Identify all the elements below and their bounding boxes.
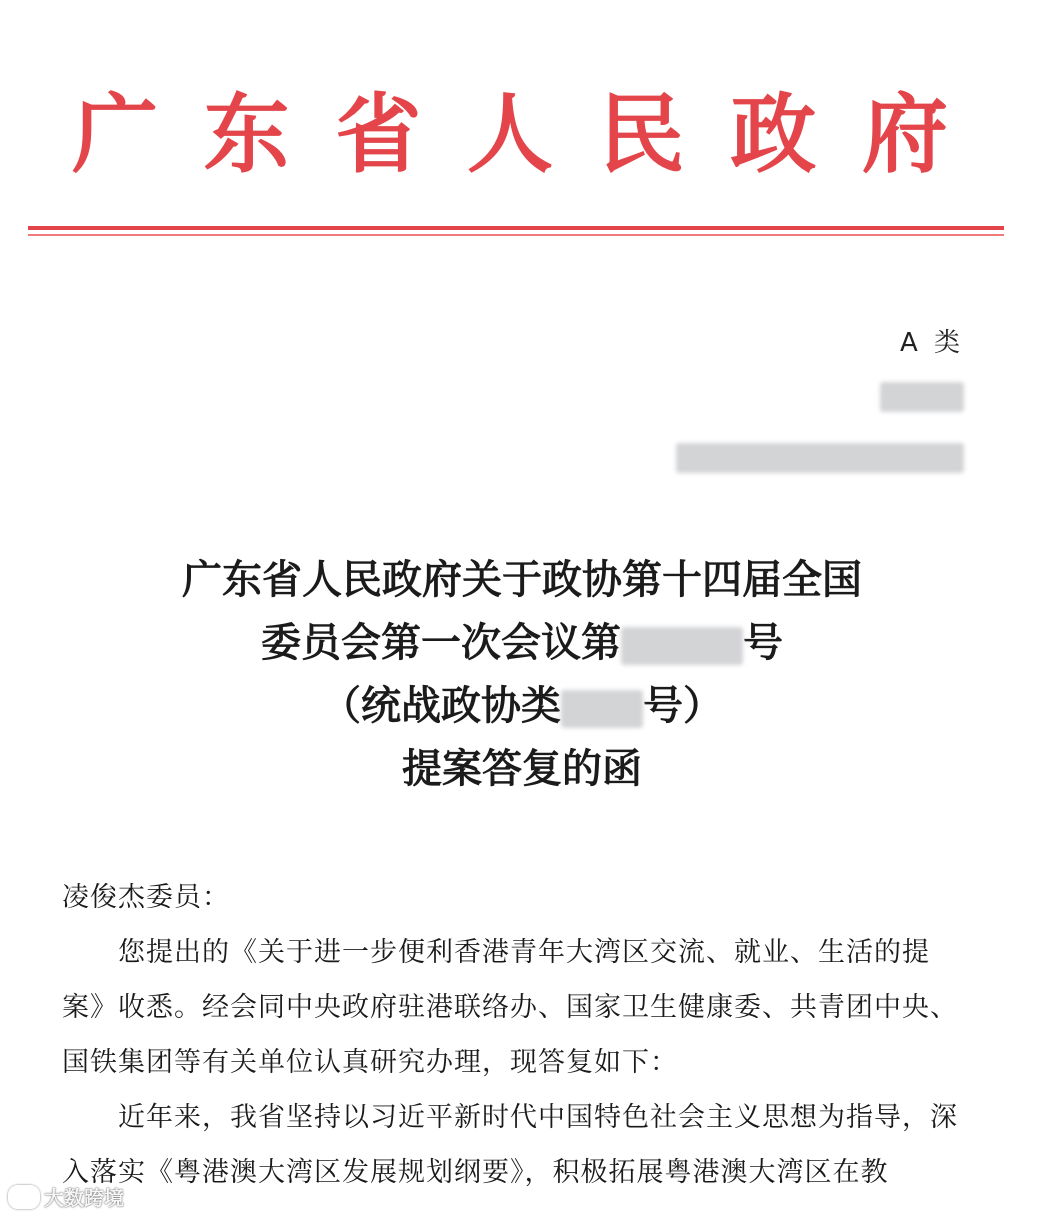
letterhead-rule-thin [28,234,1004,236]
letterhead-char: 省 [335,84,422,185]
document-category: A 类 [899,328,964,358]
title-line-3-suffix: 号） [643,682,723,729]
letterhead-char: 府 [861,84,948,185]
letterhead-char: 广 [72,84,158,185]
body-paragraph: 近年来，我省坚持以习近平新时代中国特色社会主义思想为指导，深入落实《粤港澳大湾区发展规划纲要》，积极拓展粤港澳大湾区在教 [62,1102,958,1188]
watermark-logo-icon [8,1185,40,1209]
letterhead-char: 民 [598,84,685,185]
redacted-document-number [676,443,964,473]
title-line-2-suffix: 号 [743,619,783,666]
letterhead-char: 东 [203,84,290,185]
title-line-1: 广东省人民政府关于政协第十四届全国 [182,556,862,603]
letterhead-rule-thick [28,226,1004,230]
redacted-category-number [561,690,643,728]
title-line-2-prefix: 委员会第一次会议第 [261,619,621,666]
title-line-4: 提案答复的函 [402,745,642,792]
letter-body [62,870,972,1200]
title-line-3 [0,674,1044,737]
redacted-secrecy-level [880,382,964,412]
redacted-proposal-number [621,627,743,665]
title-line-3-prefix: （统战政协类 [321,682,561,729]
letterhead-char: 人 [466,84,553,185]
watermark-text: 大数跨境 [44,1186,124,1210]
title-line-2 [0,611,1044,674]
letterhead-char: 政 [730,84,817,185]
letterhead-title [60,84,960,185]
body-paragraph: 您提出的《关于进一步便利香港青年大湾区交流、就业、生活的提案》收悉。经会同中央政府驻港联络办、国家卫生健康委、共青团中央、国铁集团等有关单位认真研究办理，现答复如下： [62,937,958,1078]
document-title [0,548,1044,800]
watermark [8,1182,124,1211]
salutation: 凌俊杰委员： [62,882,230,913]
